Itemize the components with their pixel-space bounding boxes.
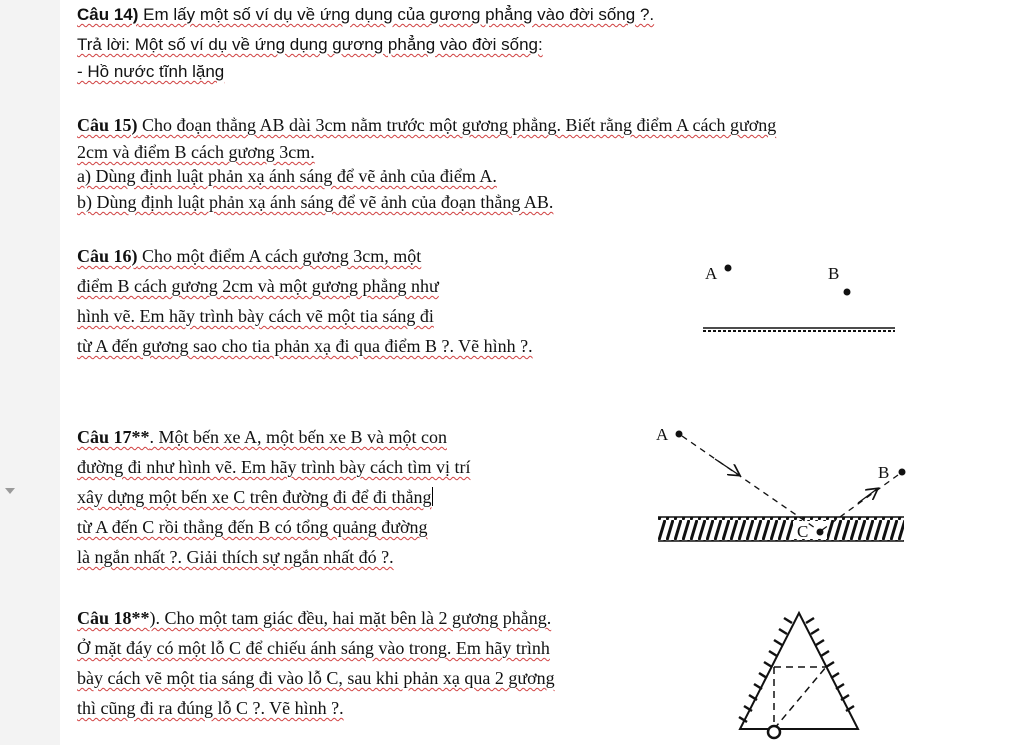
q17-line5 (77, 546, 394, 568)
q17-point-a (676, 431, 683, 438)
q16-text4: từ A đến gương sao cho tia phản xạ đi qua điểm B ?. Vẽ hình ?. (77, 336, 533, 356)
q18-text1: ). Cho một tam giác đều, hai mặt bên là 2 gương phẳng. (149, 608, 552, 628)
q18-text4: thì cũng đi ra đúng lỗ C ?. Vẽ hình ?. (77, 698, 344, 718)
q15-line1 (77, 114, 776, 136)
q17-arrow-ac (715, 459, 739, 475)
q14-item (77, 61, 224, 83)
q16-text2: điểm B cách gương 2cm và một gương phẳng như (77, 276, 439, 296)
q16-line3 (77, 305, 434, 327)
document-page[interactable] (60, 0, 1024, 745)
q18-label: Câu 18** (77, 608, 150, 628)
q17-point-a-label: A (656, 425, 669, 444)
q15-line2 (77, 141, 315, 163)
q15-part-b (77, 191, 553, 213)
q17-line2 (77, 456, 470, 478)
q18-text2: Ở mặt đáy có một lỗ C để chiếu ánh sáng vào trong. Em hãy trình (77, 638, 550, 658)
q15-part-a (77, 165, 497, 187)
q18-line3 (77, 667, 555, 689)
q17-text1: . Một bến xe A, một bến xe B và một con (149, 427, 447, 447)
q17-text3: xây dựng một bến xe C trên đường đi để đi thẳng (77, 487, 432, 507)
q14-answer-text: Trả lời: Một số ví dụ về ứng dụng gương phẳng vào đời sống: (77, 35, 543, 54)
q15-part-a-text: a) Dùng định luật phản xạ ánh sáng để vẽ ảnh của điểm A. (77, 166, 497, 186)
q16-point-a (725, 265, 732, 272)
q15-part-b-text: b) Dùng định luật phản xạ ánh sáng để vẽ ảnh của đoạn thẳng AB. (77, 192, 554, 212)
q14-item-text: - Hồ nước tĩnh lặng (77, 62, 225, 81)
q16-point-b-label: B (828, 264, 840, 283)
q14-label: Câu 14) (77, 5, 139, 24)
q17-point-b (899, 469, 906, 476)
q18-line2 (77, 637, 550, 659)
q15-text2: 2cm và điểm B cách gương 3cm. (77, 142, 315, 162)
q18-line4 (77, 697, 344, 719)
q17-ray-ac (682, 436, 818, 530)
q16-figure (695, 255, 905, 335)
q18-right-mirror-hatch (806, 618, 854, 711)
q16-text1: Cho một điểm A cách gương 3cm, một (137, 246, 422, 266)
q15-label: Câu 15) (77, 115, 138, 135)
q18-line1 (77, 607, 551, 629)
q14-text: Em lấy một số ví dụ về ứng dụng của gương phẳng vào đời sống ?. (138, 5, 655, 24)
q16-line1 (77, 245, 421, 267)
q15-text1: Cho đoạn thẳng AB dài 3cm nằm trước một gương phẳng. Biết rằng điểm A cách gương (137, 115, 777, 135)
q17-road-hatch (658, 517, 904, 541)
q14-line1 (77, 4, 654, 26)
q17-text5: là ngắn nhất ?. Giải thích sự ngắn nhất đó ?. (77, 547, 394, 567)
q18-left-mirror-hatch (739, 618, 792, 722)
q16-point-a-label: A (705, 264, 718, 283)
q18-hole-c (768, 726, 780, 738)
q18-ray-diagonal (774, 667, 826, 729)
q16-label: Câu 16) (77, 246, 138, 266)
q17-label: Câu 17** (77, 427, 150, 447)
text-cursor (432, 487, 433, 506)
q17-arrow-cb (858, 489, 877, 503)
q17-text4: từ A đến C rồi thẳng đến B có tổng quảng đường (77, 517, 428, 537)
q16-point-b (844, 289, 851, 296)
q17-line1 (77, 426, 447, 448)
q16-line4 (77, 335, 533, 357)
q16-text3: hình vẽ. Em hãy trình bày cách vẽ một tia sáng đi (77, 306, 434, 326)
q17-line3 (77, 486, 433, 508)
q16-line2 (77, 275, 439, 297)
q14-answer (77, 34, 543, 56)
q18-text3: bày cách vẽ một tia sáng đi vào lỗ C, sau khi phản xạ qua 2 gương (77, 668, 555, 688)
q17-figure (650, 420, 915, 550)
q18-figure (730, 605, 870, 745)
q17-point-c-label: C (797, 522, 809, 541)
margin-marker-icon (5, 488, 15, 494)
q17-text2: đường đi như hình vẽ. Em hãy trình bày cách tìm vị trí (77, 457, 471, 477)
q17-point-b-label: B (878, 463, 890, 482)
q17-line4 (77, 516, 428, 538)
q18-triangle (740, 613, 858, 729)
